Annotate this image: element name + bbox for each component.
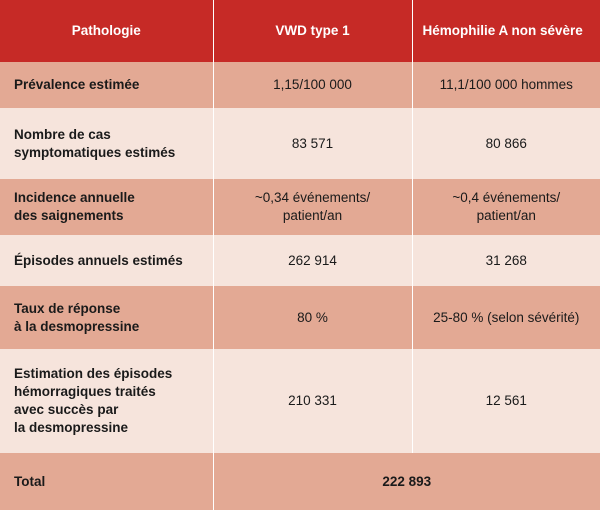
hemo-value: 12 561	[485, 393, 527, 408]
vwd-value: 1,15/100 000	[213, 62, 412, 108]
table-row	[0, 108, 600, 179]
hemo-value: 31 268	[485, 252, 527, 268]
row-label: Incidence annuelle des saignements	[0, 179, 213, 235]
row-label: Estimation des épisodes hémorragiques traités avec succès par la desmopressine	[0, 349, 213, 453]
total-row	[0, 453, 600, 510]
row-label: Nombre de cas symptomatiques estimés	[0, 108, 213, 179]
hemo-value: ~0,4 événements/ patient/an	[452, 190, 561, 223]
vwd-value: ~0,34 événements/ patient/an	[213, 179, 412, 235]
header-hemophilie-a: Hémophilie A non sévère	[422, 23, 583, 38]
header-row	[0, 0, 600, 62]
total-value: 222 893	[382, 473, 432, 489]
vwd-value: 210 331	[213, 349, 412, 453]
header-pathologie: Pathologie	[0, 0, 213, 62]
table-row	[0, 179, 600, 235]
hemo-value: 80 866	[485, 135, 527, 151]
row-label: Épisodes annuels estimés	[0, 235, 213, 286]
row-label: Taux de réponse à la desmopressine	[0, 286, 213, 349]
header-vwd-type-1: VWD type 1	[213, 0, 412, 62]
table-row	[0, 349, 600, 453]
hemo-value: 11,1/100 000 hommes	[439, 77, 573, 92]
table-row	[0, 62, 600, 108]
hemo-value: 25-80 % (selon sévérité)	[433, 309, 580, 325]
vwd-value: 83 571	[213, 108, 412, 179]
row-label: Prévalence estimée	[0, 62, 213, 108]
table-row	[0, 286, 600, 349]
total-label: Total	[0, 453, 213, 510]
vwd-value: 80 %	[213, 286, 412, 349]
vwd-value: 262 914	[213, 235, 412, 286]
table-row	[0, 235, 600, 286]
